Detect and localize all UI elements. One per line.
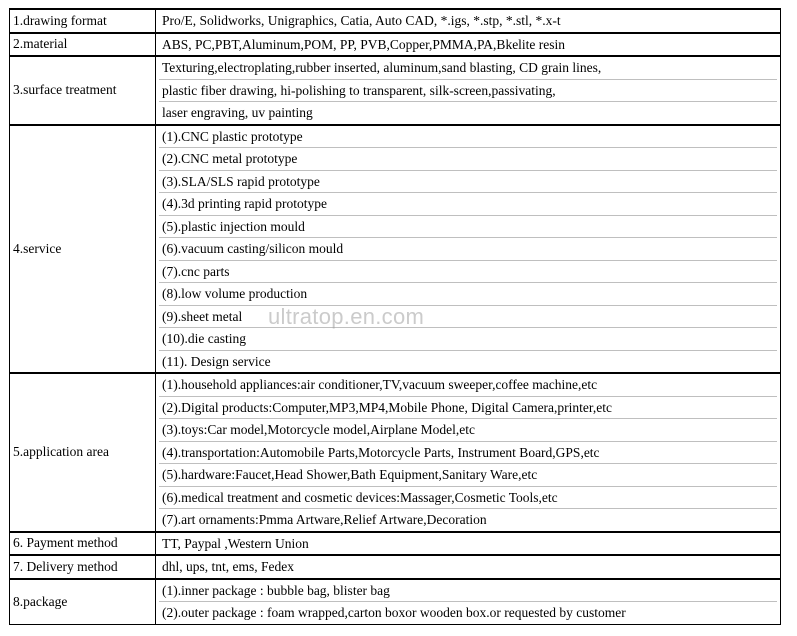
value-line: Texturing,electroplating,rubber inserted, aluminum,sand blasting, CD grain lines, <box>162 60 602 75</box>
row-value-service <box>156 125 781 374</box>
spec-table-body <box>10 9 781 624</box>
row-label-material: 2.material <box>10 33 156 57</box>
value-line: (8).low volume production <box>159 282 777 305</box>
watermark: ultratop.en.com <box>268 304 425 329</box>
row-label-surface-treatment: 3.surface treatment <box>10 56 156 125</box>
table-row <box>10 9 781 33</box>
value-line: ABS, PC,PBT,Aluminum,POM, PP, PVB,Copper,PMMA,PA,Bkelite resin <box>162 36 566 52</box>
value-line: (2).outer package : foam wrapped,carton boxor wooden box.or requested by customer <box>159 601 777 624</box>
table-row <box>10 579 781 625</box>
row-value-drawing-format <box>156 9 781 33</box>
value-line: dhl, ups, tnt, ems, Fedex <box>162 559 294 574</box>
value-line: (6).medical treatment and cosmetic devices:Massager,Cosmetic Tools,etc <box>159 486 777 509</box>
value-line: (5).hardware:Faucet,Head Shower,Bath Equipment,Sanitary Ware,etc <box>159 463 777 486</box>
row-value-surface-treatment <box>156 56 781 125</box>
row-label-delivery-method: 7. Delivery method <box>10 555 156 579</box>
value-line: Pro/E, Solidworks, Unigraphics, Catia, Auto CAD, *.igs, *.stp, *.stl, *.x-t <box>162 13 561 28</box>
spec-table <box>9 8 781 625</box>
row-value-package <box>156 579 781 625</box>
value-line: (7).art ornaments:Pmma Artware,Relief Artware,Decoration <box>159 508 777 531</box>
value-line: TT, Paypal ,Western Union <box>162 535 309 551</box>
table-row <box>10 56 781 125</box>
value-line: plastic fiber drawing, hi-polishing to transparent, silk-screen,passivating, <box>159 79 777 102</box>
value-line: (4).3d printing rapid prototype <box>159 192 777 215</box>
table-row <box>10 33 781 57</box>
row-value-application-area <box>156 373 781 532</box>
row-value-payment-method <box>156 532 781 556</box>
table-row <box>10 373 781 532</box>
row-label-package: 8.package <box>10 579 156 625</box>
value-line: (11). Design service <box>159 350 777 373</box>
row-label-drawing-format: 1.drawing format <box>10 9 156 33</box>
value-line: (2).CNC metal prototype <box>159 147 777 170</box>
value-line: (3).SLA/SLS rapid prototype <box>159 170 777 193</box>
value-line: (1).CNC plastic prototype <box>162 128 303 144</box>
row-label-payment-method: 6. Payment method <box>10 532 156 556</box>
value-line: laser engraving, uv painting <box>159 101 777 124</box>
value-line: (2).Digital products:Computer,MP3,MP4,Mobile Phone, Digital Camera,printer,etc <box>159 396 777 419</box>
table-row <box>10 125 781 374</box>
value-line: (3).toys:Car model,Motorcycle model,Airplane Model,etc <box>159 418 777 441</box>
value-line: (5).plastic injection mould <box>159 215 777 238</box>
row-label-service: 4.service <box>10 125 156 374</box>
value-line: (1).household appliances:air conditioner,TV,vacuum sweeper,coffee machine,etc <box>162 377 598 392</box>
table-row <box>10 555 781 579</box>
value-line: (6).vacuum casting/silicon mould <box>159 237 777 260</box>
value-line: (4).transportation:Automobile Parts,Motorcycle Parts, Instrument Board,GPS,etc <box>159 441 777 464</box>
value-line: (7).cnc parts <box>159 260 777 283</box>
row-label-application-area: 5.application area <box>10 373 156 532</box>
value-line: (1).inner package : bubble bag, blister bag <box>162 582 390 598</box>
row-value-material <box>156 33 781 57</box>
row-value-delivery-method <box>156 555 781 579</box>
value-line: (10).die casting <box>159 327 777 350</box>
value-line: (9).sheet metal <box>159 305 777 328</box>
table-row <box>10 532 781 556</box>
